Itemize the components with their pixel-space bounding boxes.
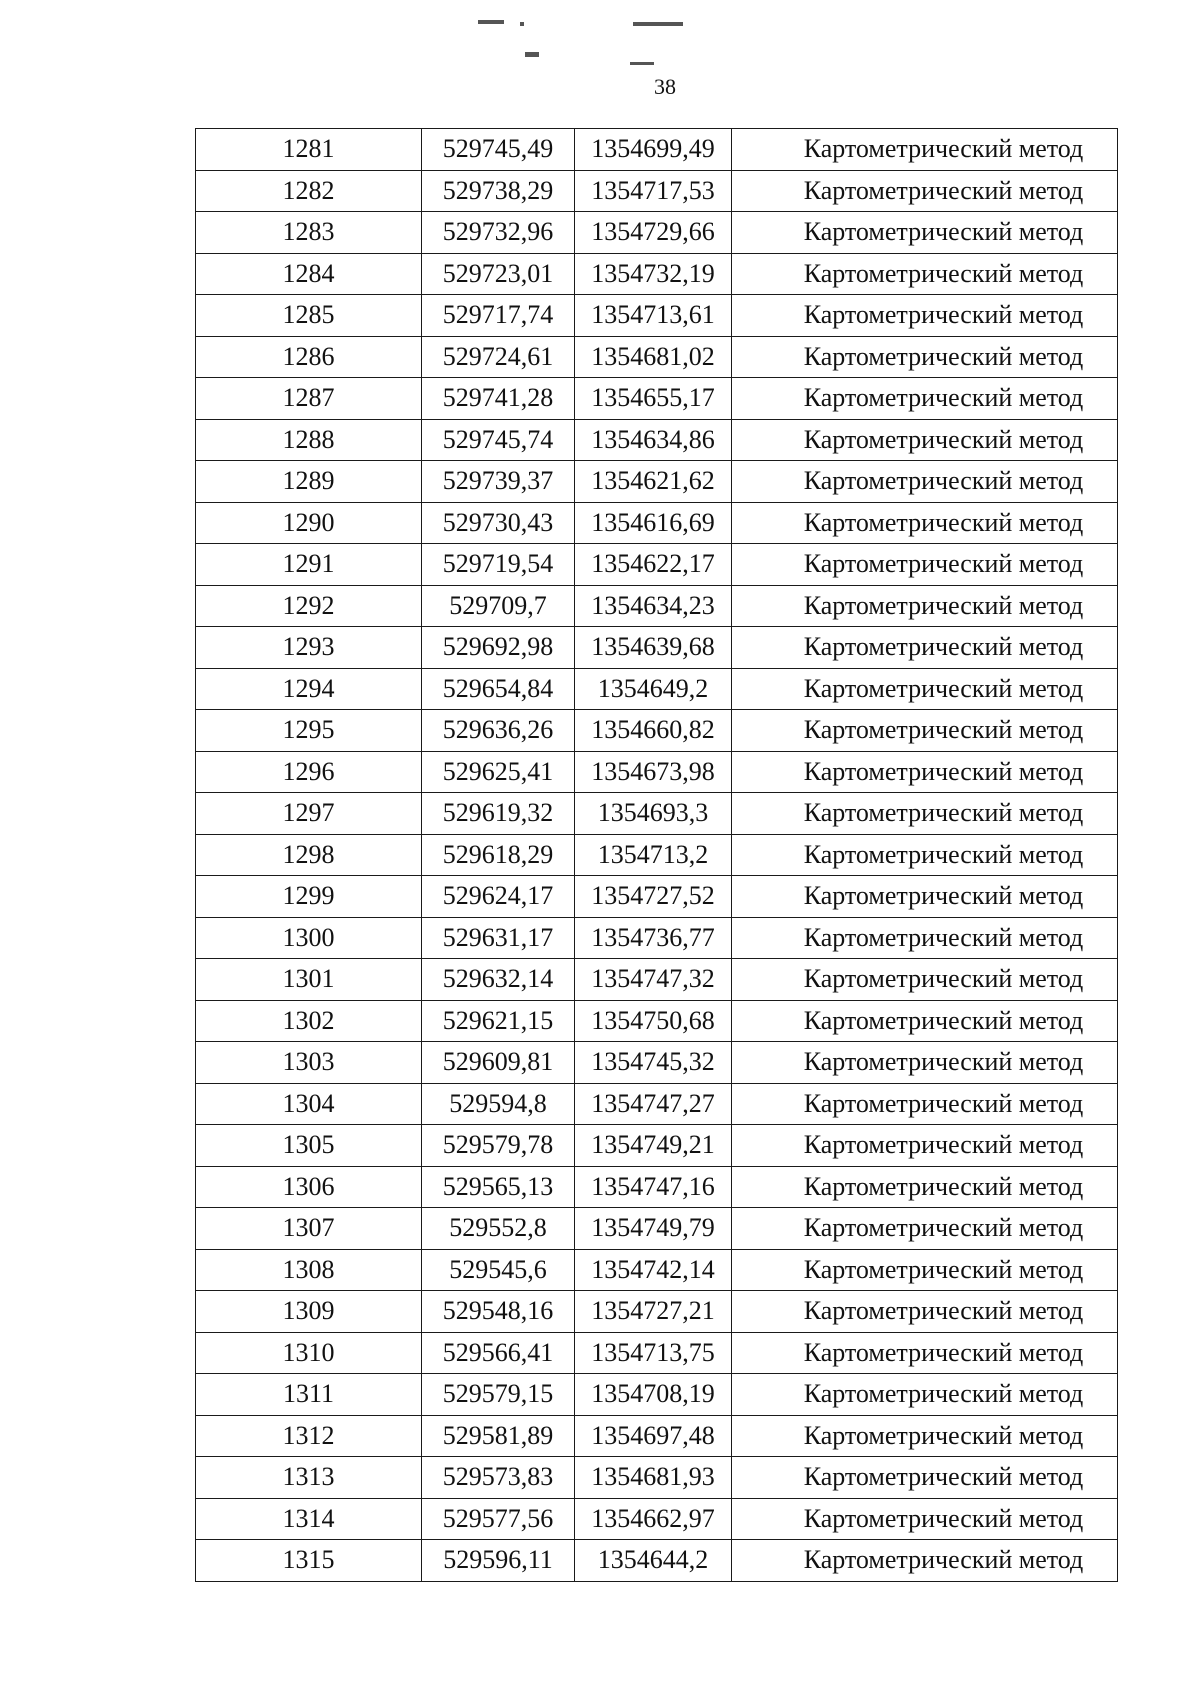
cell-y-coordinate: 1354644,2 [575, 1540, 732, 1582]
table-row [196, 1498, 1118, 1540]
cell-point-number: 1288 [196, 419, 422, 461]
cell-x-coordinate: 529730,43 [422, 502, 575, 544]
cell-method: Картометрический метод [732, 253, 1118, 295]
cell-method: Картометрический метод [732, 419, 1118, 461]
cell-x-coordinate: 529552,8 [422, 1208, 575, 1250]
cell-y-coordinate: 1354736,77 [575, 917, 732, 959]
cell-x-coordinate: 529579,78 [422, 1125, 575, 1167]
cell-point-number: 1310 [196, 1332, 422, 1374]
cell-point-number: 1289 [196, 461, 422, 503]
cell-x-coordinate: 529545,6 [422, 1249, 575, 1291]
cell-x-coordinate: 529745,49 [422, 129, 575, 171]
cell-x-coordinate: 529719,54 [422, 544, 575, 586]
cell-x-coordinate: 529624,17 [422, 876, 575, 918]
cell-point-number: 1283 [196, 212, 422, 254]
cell-x-coordinate: 529632,14 [422, 959, 575, 1001]
cell-method: Картометрический метод [732, 129, 1118, 171]
cell-x-coordinate: 529717,74 [422, 295, 575, 337]
cell-y-coordinate: 1354747,27 [575, 1083, 732, 1125]
cell-y-coordinate: 1354634,86 [575, 419, 732, 461]
cell-method: Картометрический метод [732, 1042, 1118, 1084]
table-row [196, 668, 1118, 710]
cell-x-coordinate: 529618,29 [422, 834, 575, 876]
table-row [196, 1415, 1118, 1457]
table-row [196, 419, 1118, 461]
cell-x-coordinate: 529625,41 [422, 751, 575, 793]
cell-method: Картометрический метод [732, 544, 1118, 586]
cell-point-number: 1308 [196, 1249, 422, 1291]
cell-y-coordinate: 1354660,82 [575, 710, 732, 752]
cell-point-number: 1286 [196, 336, 422, 378]
cell-method: Картометрический метод [732, 585, 1118, 627]
cell-y-coordinate: 1354673,98 [575, 751, 732, 793]
cell-point-number: 1297 [196, 793, 422, 835]
table-row [196, 876, 1118, 918]
cell-x-coordinate: 529654,84 [422, 668, 575, 710]
cell-method: Картометрический метод [732, 502, 1118, 544]
cell-x-coordinate: 529709,7 [422, 585, 575, 627]
cell-method: Картометрический метод [732, 876, 1118, 918]
scan-noise [520, 22, 524, 26]
cell-y-coordinate: 1354634,23 [575, 585, 732, 627]
cell-method: Картометрический метод [732, 1208, 1118, 1250]
cell-y-coordinate: 1354697,48 [575, 1415, 732, 1457]
cell-x-coordinate: 529745,74 [422, 419, 575, 461]
cell-method: Картометрический метод [732, 378, 1118, 420]
table-row [196, 212, 1118, 254]
scan-noise [630, 62, 654, 65]
cell-point-number: 1299 [196, 876, 422, 918]
cell-method: Картометрический метод [732, 1374, 1118, 1416]
cell-point-number: 1313 [196, 1457, 422, 1499]
cell-method: Картометрический метод [732, 627, 1118, 669]
cell-x-coordinate: 529738,29 [422, 170, 575, 212]
cell-y-coordinate: 1354713,2 [575, 834, 732, 876]
cell-point-number: 1284 [196, 253, 422, 295]
table-row [196, 917, 1118, 959]
table-row [196, 959, 1118, 1001]
cell-x-coordinate: 529579,15 [422, 1374, 575, 1416]
scan-noise [478, 20, 504, 24]
cell-y-coordinate: 1354649,2 [575, 668, 732, 710]
cell-point-number: 1287 [196, 378, 422, 420]
cell-y-coordinate: 1354750,68 [575, 1000, 732, 1042]
cell-x-coordinate: 529723,01 [422, 253, 575, 295]
cell-y-coordinate: 1354681,02 [575, 336, 732, 378]
coordinates-table-body [196, 129, 1118, 1582]
table-row [196, 544, 1118, 586]
cell-point-number: 1296 [196, 751, 422, 793]
table-row [196, 502, 1118, 544]
table-row [196, 1291, 1118, 1333]
cell-y-coordinate: 1354616,69 [575, 502, 732, 544]
cell-point-number: 1309 [196, 1291, 422, 1333]
cell-x-coordinate: 529621,15 [422, 1000, 575, 1042]
cell-method: Картометрический метод [732, 1291, 1118, 1333]
table-row [196, 1083, 1118, 1125]
cell-y-coordinate: 1354713,75 [575, 1332, 732, 1374]
cell-method: Картометрический метод [732, 1498, 1118, 1540]
cell-point-number: 1312 [196, 1415, 422, 1457]
cell-y-coordinate: 1354699,49 [575, 129, 732, 171]
cell-point-number: 1281 [196, 129, 422, 171]
cell-point-number: 1314 [196, 1498, 422, 1540]
cell-x-coordinate: 529692,98 [422, 627, 575, 669]
cell-y-coordinate: 1354639,68 [575, 627, 732, 669]
cell-y-coordinate: 1354749,21 [575, 1125, 732, 1167]
cell-x-coordinate: 529581,89 [422, 1415, 575, 1457]
table-row [196, 1457, 1118, 1499]
cell-x-coordinate: 529724,61 [422, 336, 575, 378]
cell-method: Картометрический метод [732, 212, 1118, 254]
table-row [196, 1042, 1118, 1084]
cell-point-number: 1307 [196, 1208, 422, 1250]
cell-x-coordinate: 529631,17 [422, 917, 575, 959]
cell-y-coordinate: 1354708,19 [575, 1374, 732, 1416]
table-row [196, 834, 1118, 876]
cell-point-number: 1282 [196, 170, 422, 212]
cell-y-coordinate: 1354727,52 [575, 876, 732, 918]
cell-method: Картометрический метод [732, 336, 1118, 378]
cell-x-coordinate: 529596,11 [422, 1540, 575, 1582]
cell-x-coordinate: 529609,81 [422, 1042, 575, 1084]
cell-method: Картометрический метод [732, 1249, 1118, 1291]
cell-point-number: 1304 [196, 1083, 422, 1125]
cell-point-number: 1293 [196, 627, 422, 669]
cell-y-coordinate: 1354747,32 [575, 959, 732, 1001]
cell-method: Картометрический метод [732, 295, 1118, 337]
cell-y-coordinate: 1354662,97 [575, 1498, 732, 1540]
cell-method: Картометрический метод [732, 461, 1118, 503]
cell-point-number: 1292 [196, 585, 422, 627]
cell-x-coordinate: 529741,28 [422, 378, 575, 420]
table-row [196, 129, 1118, 171]
cell-x-coordinate: 529732,96 [422, 212, 575, 254]
table-row [196, 378, 1118, 420]
cell-x-coordinate: 529573,83 [422, 1457, 575, 1499]
cell-point-number: 1294 [196, 668, 422, 710]
cell-method: Картометрический метод [732, 1415, 1118, 1457]
cell-method: Картометрический метод [732, 1125, 1118, 1167]
cell-point-number: 1302 [196, 1000, 422, 1042]
cell-method: Картометрический метод [732, 710, 1118, 752]
cell-y-coordinate: 1354747,16 [575, 1166, 732, 1208]
cell-x-coordinate: 529636,26 [422, 710, 575, 752]
cell-y-coordinate: 1354681,93 [575, 1457, 732, 1499]
table-row [196, 1000, 1118, 1042]
table-row [196, 1125, 1118, 1167]
cell-method: Картометрический метод [732, 1000, 1118, 1042]
cell-point-number: 1305 [196, 1125, 422, 1167]
cell-method: Картометрический метод [732, 793, 1118, 835]
cell-y-coordinate: 1354717,53 [575, 170, 732, 212]
cell-y-coordinate: 1354713,61 [575, 295, 732, 337]
cell-x-coordinate: 529565,13 [422, 1166, 575, 1208]
cell-method: Картометрический метод [732, 834, 1118, 876]
table-row [196, 336, 1118, 378]
table-row [196, 710, 1118, 752]
cell-point-number: 1291 [196, 544, 422, 586]
cell-method: Картометрический метод [732, 959, 1118, 1001]
cell-x-coordinate: 529739,37 [422, 461, 575, 503]
cell-method: Картометрический метод [732, 1457, 1118, 1499]
cell-point-number: 1295 [196, 710, 422, 752]
cell-point-number: 1303 [196, 1042, 422, 1084]
scan-noise [525, 52, 539, 57]
table-row [196, 1249, 1118, 1291]
cell-method: Картометрический метод [732, 668, 1118, 710]
cell-point-number: 1298 [196, 834, 422, 876]
table-row [196, 1208, 1118, 1250]
cell-point-number: 1290 [196, 502, 422, 544]
cell-method: Картометрический метод [732, 917, 1118, 959]
cell-method: Картометрический метод [732, 1540, 1118, 1582]
cell-point-number: 1301 [196, 959, 422, 1001]
cell-y-coordinate: 1354727,21 [575, 1291, 732, 1333]
table-row [196, 295, 1118, 337]
cell-point-number: 1315 [196, 1540, 422, 1582]
coordinates-table [195, 128, 1118, 1582]
table-row [196, 253, 1118, 295]
cell-y-coordinate: 1354745,32 [575, 1042, 732, 1084]
cell-method: Картометрический метод [732, 751, 1118, 793]
scan-noise [633, 22, 683, 26]
cell-method: Картометрический метод [732, 1083, 1118, 1125]
table-row [196, 585, 1118, 627]
table-row [196, 627, 1118, 669]
cell-x-coordinate: 529619,32 [422, 793, 575, 835]
table-row [196, 1166, 1118, 1208]
table-row [196, 1374, 1118, 1416]
cell-y-coordinate: 1354655,17 [575, 378, 732, 420]
cell-x-coordinate: 529577,56 [422, 1498, 575, 1540]
cell-x-coordinate: 529566,41 [422, 1332, 575, 1374]
cell-point-number: 1311 [196, 1374, 422, 1416]
cell-y-coordinate: 1354729,66 [575, 212, 732, 254]
cell-point-number: 1285 [196, 295, 422, 337]
table-row [196, 170, 1118, 212]
cell-point-number: 1306 [196, 1166, 422, 1208]
cell-y-coordinate: 1354693,3 [575, 793, 732, 835]
cell-y-coordinate: 1354742,14 [575, 1249, 732, 1291]
table-row [196, 1332, 1118, 1374]
cell-method: Картометрический метод [732, 1332, 1118, 1374]
cell-y-coordinate: 1354749,79 [575, 1208, 732, 1250]
page-number: 38 [654, 74, 676, 99]
table-row [196, 751, 1118, 793]
table-row [196, 793, 1118, 835]
table-row [196, 461, 1118, 503]
cell-point-number: 1300 [196, 917, 422, 959]
cell-method: Картометрический метод [732, 1166, 1118, 1208]
cell-y-coordinate: 1354621,62 [575, 461, 732, 503]
cell-y-coordinate: 1354732,19 [575, 253, 732, 295]
cell-x-coordinate: 529594,8 [422, 1083, 575, 1125]
table-row [196, 1540, 1118, 1582]
cell-y-coordinate: 1354622,17 [575, 544, 732, 586]
cell-method: Картометрический метод [732, 170, 1118, 212]
cell-x-coordinate: 529548,16 [422, 1291, 575, 1333]
